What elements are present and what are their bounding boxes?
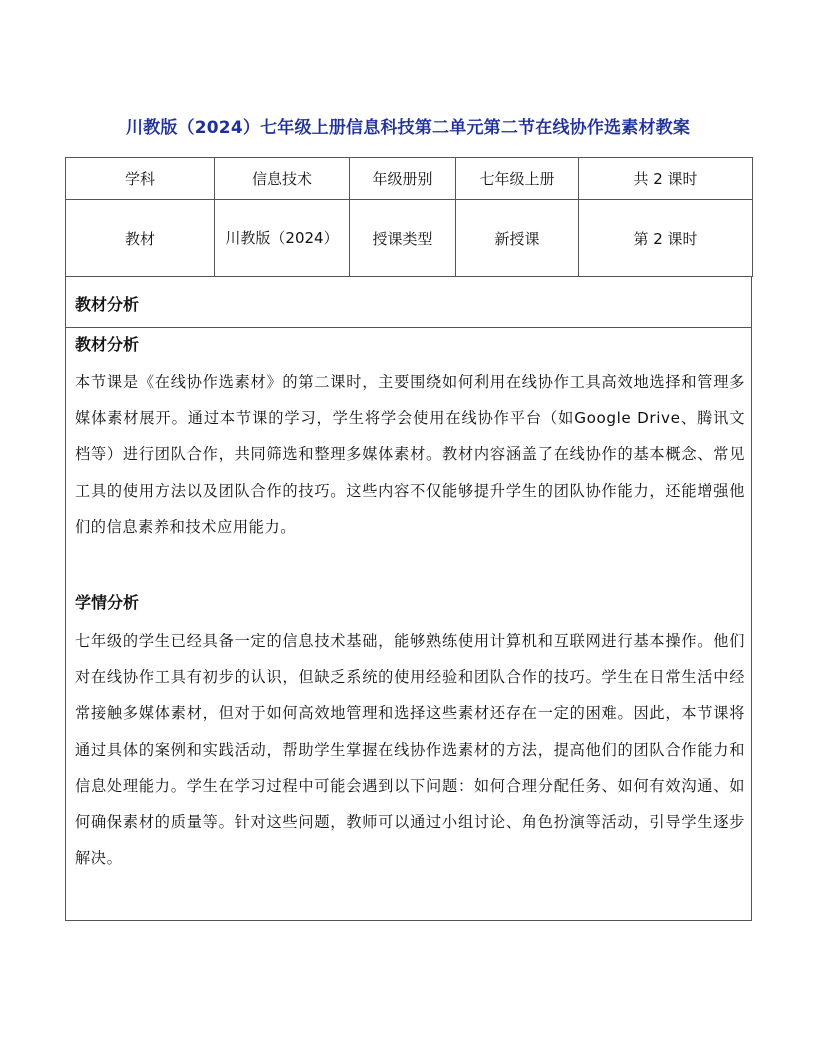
textbook-analysis-heading: 教材分析 xyxy=(75,335,140,354)
grade-label: 年级册别 xyxy=(350,158,456,200)
textbook-label: 教材 xyxy=(66,200,215,277)
info-row-2 xyxy=(66,200,753,277)
textbook-analysis-text: 本节课是《在线协作选素材》的第二课时，主要围绕如何利用在线协作工具高效地选择和管理多媒体素材展开。通过本节课的学习，学生将学会使用在线协作平台（如Google Drive、腾讯文档等）进行团队合作，共同筛选和整理多媒体素材。教材内容涵盖了在线协作的基本概念、常见工具的使用方法以及团队合作的技巧。这些内容不仅能够提升学生的团队协作能力，还能增强他们的信息素养和技术应用能力。 xyxy=(75,373,745,536)
lesson-number: 第 2 课时 xyxy=(579,200,753,277)
subject-value: 信息技术 xyxy=(215,158,350,200)
subject-label: 学科 xyxy=(66,158,215,200)
textbook-value-cell xyxy=(215,200,350,277)
info-row-1 xyxy=(66,158,753,200)
section-header: 教材分析 xyxy=(75,295,140,314)
document-title: 川教版（2024）七年级上册信息科技第二单元第二节在线协作选素材教案 xyxy=(125,118,691,138)
total-hours: 共 2 课时 xyxy=(579,158,753,200)
lesson-type-label: 授课类型 xyxy=(350,200,456,277)
grade-value: 七年级上册 xyxy=(456,158,579,200)
student-analysis-text: 七年级的学生已经具备一定的信息技术基础，能够熟练使用计算机和互联网进行基本操作。他们对在线协作工具有初步的认识，但缺乏系统的使用经验和团队合作的技巧。学生在日常生活中经常接触多媒体素材，但对于如何高效地管理和选择这些素材还存在一定的困难。因此，本节课将通过具体的案例和实践活动，帮助学生掌握在线协作选素材的方法，提高他们的团队合作能力和信息处理能力。学生在学习过程中可能会遇到以下问题：如何合理分配任务、如何有效沟通、如何确保素材的质量等。针对这些问题，教师可以通过小组讨论、角色扮演等活动，引导学生逐步解决。 xyxy=(75,632,745,868)
section-header-row xyxy=(65,277,752,328)
lesson-type-value: 新授课 xyxy=(456,200,579,277)
analysis-body xyxy=(65,328,752,921)
student-analysis-heading: 学情分析 xyxy=(75,593,140,612)
textbook-value: 川教版（2024） xyxy=(225,229,339,247)
lesson-info-table xyxy=(65,157,753,277)
